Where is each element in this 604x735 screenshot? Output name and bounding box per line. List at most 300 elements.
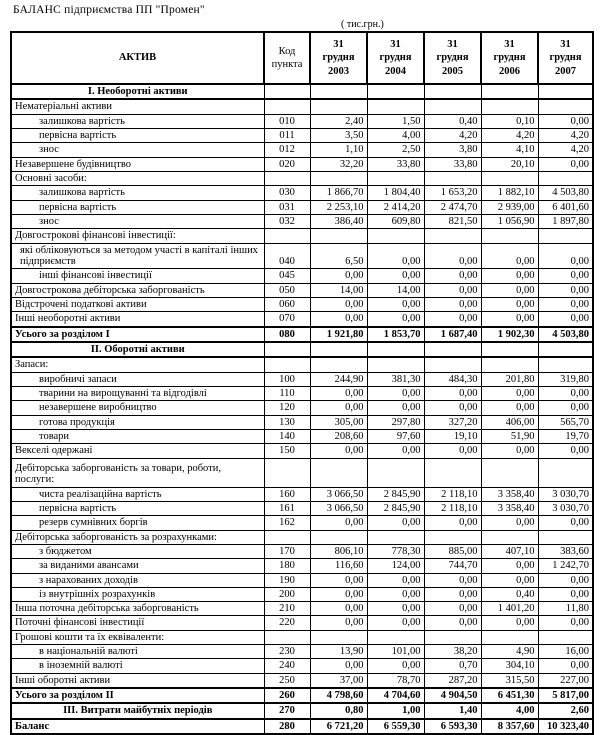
row-label: ІІІ. Витрати майбутніх періодів (11, 703, 264, 718)
row-label: Векселі одержані (11, 444, 264, 458)
row-code: 030 (264, 186, 310, 200)
row-value-2004: 0,00 (367, 516, 424, 530)
header-line: 2007 (555, 65, 576, 77)
row-value-2003: 2 253,10 (310, 200, 367, 214)
row-label: з бюджетом (11, 544, 264, 558)
row-label: Інші оборотні активи (11, 673, 264, 688)
row-value-2006: 0,00 (481, 573, 538, 587)
row-value-2003: 1,10 (310, 143, 367, 157)
row-value-2004 (367, 530, 424, 544)
row-value-2003 (310, 458, 367, 487)
row-value-2006: 0,00 (481, 401, 538, 415)
row-value-2005: 0,40 (424, 114, 481, 128)
row-label: Баланс (11, 719, 264, 734)
row-value-2005: 0,00 (424, 587, 481, 601)
column-header-year-2003 (310, 32, 367, 84)
row-label: Довгострокова дебіторська заборгованість (11, 283, 264, 297)
row-value-2006: 4,20 (481, 128, 538, 142)
row-value-2004 (367, 229, 424, 243)
row-value-2003: 386,40 (310, 214, 367, 228)
row-label: Незавершене будівництво (11, 157, 264, 171)
row-label: залишкова вартість (11, 114, 264, 128)
row-value-2003: 0,00 (310, 297, 367, 311)
row-value-2005: 0,00 (424, 444, 481, 458)
row-value-2003: 0,00 (310, 386, 367, 400)
header-line: 2004 (385, 65, 406, 77)
row-value-2003: 6 721,20 (310, 719, 367, 734)
row-value-2006: 1 056,90 (481, 214, 538, 228)
table-row (11, 269, 593, 283)
table-row (11, 171, 593, 185)
table-row (11, 487, 593, 501)
row-value-2005: 0,00 (424, 386, 481, 400)
row-value-2004: 4,00 (367, 128, 424, 142)
row-code (264, 171, 310, 185)
row-value-2003: 1 921,80 (310, 327, 367, 342)
row-label: знос (11, 214, 264, 228)
row-value-2005: 0,00 (424, 616, 481, 630)
row-code (264, 84, 310, 99)
row-value-2003: 0,80 (310, 703, 367, 718)
row-value-2004: 0,00 (367, 312, 424, 327)
row-value-2006 (481, 357, 538, 372)
row-value-2005: 38,20 (424, 645, 481, 659)
table-row (11, 372, 593, 386)
row-value-2003: 244,90 (310, 372, 367, 386)
header-line: Код (278, 45, 296, 57)
table-row (11, 659, 593, 673)
table-row (11, 128, 593, 142)
table-row (11, 673, 593, 688)
row-value-2004: 0,00 (367, 573, 424, 587)
row-value-2005: 1 653,20 (424, 186, 481, 200)
row-value-2007: 5 817,00 (538, 688, 593, 703)
row-value-2003: 0,00 (310, 602, 367, 616)
row-value-2003: 3 066,50 (310, 487, 367, 501)
table-row (11, 587, 593, 601)
row-value-2006: 0,40 (481, 587, 538, 601)
row-value-2005 (424, 229, 481, 243)
row-value-2004: 1,50 (367, 114, 424, 128)
row-value-2006: 51,90 (481, 429, 538, 443)
row-value-2007: 0,00 (538, 587, 593, 601)
row-value-2003: 0,00 (310, 616, 367, 630)
row-value-2005: 19,10 (424, 429, 481, 443)
row-value-2004: 381,30 (367, 372, 424, 386)
row-label: Довгострокові фінансові інвестиції: (11, 229, 264, 243)
row-label: первісна вартість (11, 501, 264, 515)
table-row (11, 444, 593, 458)
row-label: Нематеріальні активи (11, 99, 264, 114)
row-label: Основні засоби: (11, 171, 264, 185)
row-value-2005 (424, 530, 481, 544)
row-value-2005: 0,00 (424, 243, 481, 269)
row-value-2007: 0,00 (538, 269, 593, 283)
table-row (11, 357, 593, 372)
row-code: 150 (264, 444, 310, 458)
row-value-2007: 565,70 (538, 415, 593, 429)
row-value-2004: 2,50 (367, 143, 424, 157)
row-code (264, 630, 310, 644)
row-value-2005 (424, 99, 481, 114)
row-value-2004: 1 853,70 (367, 327, 424, 342)
row-value-2003: 4 798,60 (310, 688, 367, 703)
row-value-2004: 1 804,40 (367, 186, 424, 200)
header-line: грудня (549, 52, 582, 64)
row-label: Поточні фінансові інвестиції (11, 616, 264, 630)
row-value-2005: 0,00 (424, 573, 481, 587)
row-value-2007: 227,00 (538, 673, 593, 688)
row-value-2007: 16,00 (538, 645, 593, 659)
table-row (11, 342, 593, 357)
row-value-2004: 0,00 (367, 602, 424, 616)
row-value-2005 (424, 630, 481, 644)
row-value-2007 (538, 171, 593, 185)
row-code: 270 (264, 703, 310, 718)
row-value-2004: 0,00 (367, 659, 424, 673)
units-note: ( тис.грн.) (341, 19, 384, 30)
row-code: 012 (264, 143, 310, 157)
row-label: Усього за розділом ІІ (11, 688, 264, 703)
row-value-2007: 383,60 (538, 544, 593, 558)
row-value-2006: 0,10 (481, 114, 538, 128)
row-value-2005: 0,00 (424, 516, 481, 530)
row-value-2006: 0,00 (481, 283, 538, 297)
row-value-2004: 2 845,90 (367, 501, 424, 515)
row-value-2006 (481, 171, 538, 185)
row-label: залишкова вартість (11, 186, 264, 200)
row-value-2005: 0,00 (424, 283, 481, 297)
row-label: Усього за розділом І (11, 327, 264, 342)
table-row (11, 630, 593, 644)
row-value-2005: 4 904,50 (424, 688, 481, 703)
row-label: Грошові кошти та їх еквіваленти: (11, 630, 264, 644)
row-code: 070 (264, 312, 310, 327)
row-label: із внутрішніх розрахунків (11, 587, 264, 601)
row-code (264, 530, 310, 544)
row-code (264, 99, 310, 114)
table-row (11, 719, 593, 734)
table-row (11, 645, 593, 659)
row-label: виробничі запаси (11, 372, 264, 386)
row-value-2006: 0,00 (481, 269, 538, 283)
row-code: 240 (264, 659, 310, 673)
table-row (11, 458, 593, 487)
row-value-2003: 0,00 (310, 587, 367, 601)
row-value-2003: 0,00 (310, 573, 367, 587)
row-value-2004: 0,00 (367, 243, 424, 269)
row-value-2007: 0,00 (538, 516, 593, 530)
header-line: пункта (271, 59, 303, 70)
table-row (11, 157, 593, 171)
row-value-2006: 407,10 (481, 544, 538, 558)
row-label: товари (11, 429, 264, 443)
row-value-2007 (538, 84, 593, 99)
row-value-2004: 0,00 (367, 587, 424, 601)
table-row (11, 283, 593, 297)
row-value-2004: 14,00 (367, 283, 424, 297)
row-value-2007: 10 323,40 (538, 719, 593, 734)
row-code: 050 (264, 283, 310, 297)
row-value-2004: 0,00 (367, 386, 424, 400)
row-value-2007: 0,00 (538, 243, 593, 269)
row-value-2003: 3,50 (310, 128, 367, 142)
column-header-code (264, 32, 310, 84)
row-code: 200 (264, 587, 310, 601)
row-value-2004: 1,00 (367, 703, 424, 718)
row-label: Інші необоротні активи (11, 312, 264, 327)
row-value-2006: 0,00 (481, 516, 538, 530)
table-row (11, 84, 593, 99)
row-value-2004: 4 704,60 (367, 688, 424, 703)
row-value-2007: 0,00 (538, 401, 593, 415)
row-code: 130 (264, 415, 310, 429)
table-row (11, 516, 593, 530)
header-line: 31 (333, 39, 344, 51)
row-code: 160 (264, 487, 310, 501)
row-value-2006: 1 882,10 (481, 186, 538, 200)
row-value-2005: 0,00 (424, 312, 481, 327)
row-value-2003 (310, 99, 367, 114)
row-value-2007: 0,00 (538, 297, 593, 311)
row-value-2004: 6 559,30 (367, 719, 424, 734)
row-value-2005 (424, 357, 481, 372)
row-value-2006: 3 358,40 (481, 487, 538, 501)
row-value-2005 (424, 84, 481, 99)
row-code: 040 (264, 243, 310, 269)
row-value-2004: 97,60 (367, 429, 424, 443)
row-value-2006: 6 451,30 (481, 688, 538, 703)
row-code (264, 342, 310, 357)
row-value-2003: 37,00 (310, 673, 367, 688)
row-value-2007: 2,60 (538, 703, 593, 718)
row-value-2005: 0,00 (424, 269, 481, 283)
row-value-2003: 0,00 (310, 444, 367, 458)
header-line: 2006 (499, 65, 520, 77)
row-value-2004 (367, 342, 424, 357)
row-value-2004 (367, 84, 424, 99)
row-value-2005 (424, 458, 481, 487)
row-value-2005: 0,00 (424, 297, 481, 311)
table-row (11, 243, 593, 269)
row-code: 020 (264, 157, 310, 171)
row-value-2004: 0,00 (367, 401, 424, 415)
balance-table-body (11, 84, 593, 734)
row-label: тварини на вирощуванні та відгодівлі (11, 386, 264, 400)
row-value-2003: 0,00 (310, 659, 367, 673)
row-value-2006 (481, 229, 538, 243)
row-label: І. Необоротні активи (11, 84, 264, 99)
row-value-2003 (310, 229, 367, 243)
row-value-2006: 0,00 (481, 386, 538, 400)
row-value-2004: 33,80 (367, 157, 424, 171)
row-code: 190 (264, 573, 310, 587)
table-row (11, 501, 593, 515)
row-value-2006: 4,10 (481, 143, 538, 157)
row-value-2007: 0,00 (538, 386, 593, 400)
row-value-2007 (538, 99, 593, 114)
row-code: 220 (264, 616, 310, 630)
row-value-2004 (367, 171, 424, 185)
row-value-2005: 1,40 (424, 703, 481, 718)
row-code: 100 (264, 372, 310, 386)
row-value-2006 (481, 84, 538, 99)
row-label: в іноземній валюті (11, 659, 264, 673)
row-label: які обліковуються за методом участі в капіталі інших підприємств (11, 243, 264, 269)
header-line: 31 (504, 39, 515, 51)
row-value-2007: 4 503,80 (538, 327, 593, 342)
row-value-2006: 4,90 (481, 645, 538, 659)
table-row (11, 616, 593, 630)
row-label: незавершене виробництво (11, 401, 264, 415)
row-code: 080 (264, 327, 310, 342)
header-line: 31 (390, 39, 401, 51)
row-label: за виданими авансами (11, 559, 264, 573)
row-code (264, 357, 310, 372)
row-value-2007 (538, 530, 593, 544)
row-code: 032 (264, 214, 310, 228)
row-value-2004 (367, 458, 424, 487)
row-value-2006: 0,00 (481, 312, 538, 327)
row-label: готова продукція (11, 415, 264, 429)
row-value-2003: 14,00 (310, 283, 367, 297)
row-label: Відстрочені податкові активи (11, 297, 264, 311)
row-code: 161 (264, 501, 310, 515)
row-code: 210 (264, 602, 310, 616)
header-line: 31 (560, 39, 571, 51)
column-header-year-2006 (481, 32, 538, 84)
row-value-2006: 1 902,30 (481, 327, 538, 342)
row-value-2005 (424, 171, 481, 185)
row-value-2007: 319,80 (538, 372, 593, 386)
row-value-2007 (538, 357, 593, 372)
row-value-2003: 6,50 (310, 243, 367, 269)
row-code: 011 (264, 128, 310, 142)
row-value-2007: 19,70 (538, 429, 593, 443)
row-value-2005: 885,00 (424, 544, 481, 558)
row-value-2005: 287,20 (424, 673, 481, 688)
column-header-year-2007 (538, 32, 593, 84)
row-value-2007: 4 503,80 (538, 186, 593, 200)
row-label: первісна вартість (11, 200, 264, 214)
table-row (11, 573, 593, 587)
table-row (11, 229, 593, 243)
row-value-2005 (424, 342, 481, 357)
table-row (11, 530, 593, 544)
row-value-2007 (538, 458, 593, 487)
row-value-2005: 2 118,10 (424, 487, 481, 501)
row-value-2003 (310, 342, 367, 357)
row-code: 031 (264, 200, 310, 214)
row-value-2005: 0,70 (424, 659, 481, 673)
row-value-2006: 315,50 (481, 673, 538, 688)
row-code: 140 (264, 429, 310, 443)
row-label: Дебіторська заборгованість за товари, роботи, послуги: (11, 458, 264, 487)
row-code: 170 (264, 544, 310, 558)
row-value-2003 (310, 171, 367, 185)
table-row (11, 544, 593, 558)
row-value-2005: 327,20 (424, 415, 481, 429)
row-value-2003: 0,00 (310, 516, 367, 530)
column-header-year-2005 (424, 32, 481, 84)
row-value-2004 (367, 630, 424, 644)
table-row (11, 602, 593, 616)
row-value-2004: 0,00 (367, 269, 424, 283)
row-value-2007: 4,20 (538, 143, 593, 157)
row-code: 120 (264, 401, 310, 415)
header-line: 31 (447, 39, 458, 51)
row-code: 230 (264, 645, 310, 659)
row-value-2006: 1 401,20 (481, 602, 538, 616)
row-value-2003: 3 066,50 (310, 501, 367, 515)
table-row (11, 143, 593, 157)
row-label: з нарахованих доходів (11, 573, 264, 587)
row-value-2007: 0,00 (538, 157, 593, 171)
row-code: 110 (264, 386, 310, 400)
row-value-2007: 0,00 (538, 312, 593, 327)
row-value-2006: 3 358,40 (481, 501, 538, 515)
row-value-2007 (538, 342, 593, 357)
row-code: 180 (264, 559, 310, 573)
table-row (11, 186, 593, 200)
row-label: Інша поточна дебіторська заборгованість (11, 602, 264, 616)
table-row (11, 297, 593, 311)
row-label: чиста реалізаційна вартість (11, 487, 264, 501)
row-code: 280 (264, 719, 310, 734)
row-value-2004 (367, 357, 424, 372)
row-value-2005: 0,00 (424, 401, 481, 415)
row-value-2003: 0,00 (310, 269, 367, 283)
row-value-2003 (310, 84, 367, 99)
row-value-2007 (538, 229, 593, 243)
row-value-2004: 0,00 (367, 444, 424, 458)
row-value-2006 (481, 458, 538, 487)
column-header-year-2004 (367, 32, 424, 84)
row-label: Запаси: (11, 357, 264, 372)
table-row (11, 99, 593, 114)
row-value-2005: 484,30 (424, 372, 481, 386)
row-value-2007: 11,80 (538, 602, 593, 616)
row-value-2003 (310, 357, 367, 372)
table-row (11, 214, 593, 228)
row-label: ІІ. Оборотні активи (11, 342, 264, 357)
row-value-2007: 3 030,70 (538, 501, 593, 515)
row-label: інші фінансові інвестиції (11, 269, 264, 283)
table-row (11, 401, 593, 415)
row-value-2003: 806,10 (310, 544, 367, 558)
row-value-2005: 0,00 (424, 602, 481, 616)
header-line: грудня (322, 52, 355, 64)
row-value-2003: 32,20 (310, 157, 367, 171)
row-value-2004: 2 414,20 (367, 200, 424, 214)
row-value-2006 (481, 530, 538, 544)
row-value-2005: 744,70 (424, 559, 481, 573)
table-row (11, 415, 593, 429)
header-line: грудня (436, 52, 469, 64)
row-code (264, 458, 310, 487)
row-value-2007: 4,20 (538, 128, 593, 142)
row-label: в національній валюті (11, 645, 264, 659)
row-value-2003 (310, 530, 367, 544)
row-label: Дебіторська заборгованість за розрахунками: (11, 530, 264, 544)
row-value-2003: 208,60 (310, 429, 367, 443)
row-value-2006: 304,10 (481, 659, 538, 673)
row-value-2003: 116,60 (310, 559, 367, 573)
row-value-2007: 0,00 (538, 283, 593, 297)
row-value-2003: 1 866,70 (310, 186, 367, 200)
row-value-2004: 124,00 (367, 559, 424, 573)
table-row (11, 327, 593, 342)
